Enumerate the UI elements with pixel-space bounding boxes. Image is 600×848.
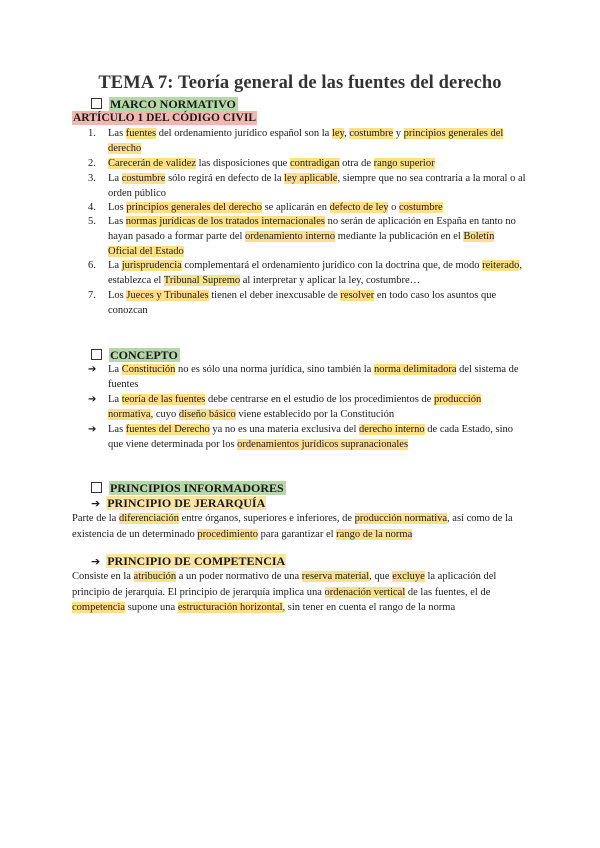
arrow-icon: ➔ [91,555,101,568]
text-run: , sin tener en cuenta el rango de la norma [282,602,456,613]
subsection-competencia [91,554,286,569]
text-run: del ordenamiento jurídico español son la [156,128,332,139]
text-run: o [388,202,399,213]
highlighted-term: norma delimitadora [373,364,457,375]
highlighted-term: defecto de ley [329,202,389,213]
item-number: 3. [88,173,96,184]
highlighted-term: fuentes [125,128,157,139]
highlighted-term: principios generales del derecho [108,128,504,154]
highlighted-term: ley [331,128,345,139]
highlighted-term: costumbre [121,173,166,184]
item-text [108,202,443,213]
section-heading: MARCO NORMATIVO [110,97,236,111]
text-run: mediante la publicación en el [335,231,464,242]
text-run: del sistema de fuentes [108,364,519,390]
highlighted-term: ley aplicable [284,173,338,184]
list-item [88,258,526,288]
highlighted-term: reiterado [482,260,520,271]
arrow-icon: ➔ [91,497,101,510]
paragraph-competencia [72,569,528,616]
article-heading: ARTÍCULO 1 DEL CÓDIGO CIVIL [73,112,256,124]
highlighted-term: Constitución [121,364,176,375]
text-run: La [108,364,122,375]
highlighted-term: diseño básico [178,409,236,420]
paragraph-text [72,513,513,540]
highlighted-term: ordenación vertical [324,586,406,598]
item-text [108,424,513,450]
text-run: la aplicación del principio de jerarquía. El principio de jerarquía implica una [72,571,497,598]
text-run: ya no es una materia exclusiva del [209,424,360,435]
list-item [88,200,526,215]
bullet-item [88,422,526,452]
item-number: 2. [88,158,96,169]
text-run: Los [108,202,127,213]
item-text [108,290,496,316]
text-run: , siempre que no sea contraria a la moral o al orden público [108,173,526,199]
item-number: 7. [88,290,96,301]
text-run: al interpretar y aplicar la ley, costumbre… [240,275,421,286]
highlighted-term: producción normativa [108,394,482,420]
highlighted-term: contradigan [289,158,340,169]
highlighted-term: excluye [392,571,425,582]
highlighted-term: derecho interno [359,424,425,435]
text-run: Las [108,216,126,227]
list-item [88,126,526,156]
text-run: Consiste en la [72,571,134,582]
highlighted-term: Tribunal Supremo [163,275,241,286]
section-principios [91,481,286,495]
item-text [108,128,503,154]
text-run: en todo caso los asuntos que conozcan [108,290,497,316]
text-run: Los [108,290,127,301]
highlighted-term: teoría de las fuentes [121,394,206,405]
text-run: las disposiciones que [196,158,290,169]
text-run: , [344,128,350,139]
item-text [108,260,522,286]
highlighted-term: Carecerán de validez [108,158,197,169]
subsection-jerarquia [91,496,266,511]
text-run: complementará el ordenamiento jurídico con la doctrina que, de modo [181,260,483,271]
highlighted-term: resolver [340,290,375,301]
list-item [88,214,526,259]
text-run: sólo regirá en defecto de la [165,173,285,184]
list-item [88,288,526,318]
arrow-bullet-icon: ➔ [88,424,97,435]
highlighted-term: principios generales del derecho [126,202,262,213]
highlighted-term: diferenciación [118,513,179,524]
item-text [108,158,435,169]
highlighted-term: jurisprudencia [121,260,182,271]
text-run: supone una [125,602,178,613]
text-run: , que [369,571,393,582]
item-number: 4. [88,202,96,213]
text-run: no serán de aplicación en España en tanto no hayan pasado a formar parte del [108,216,516,242]
highlighted-term: Boletín Oficial del Estado [108,231,495,257]
item-number: 6. [88,260,96,271]
highlighted-term: reserva material [301,571,370,582]
text-run: no es sólo una norma jurídica, sino también la [175,364,374,375]
highlighted-term: Jueces y Tribunales [126,290,209,301]
section-marco-normativo [91,97,238,111]
text-run: La [108,173,122,184]
text-run: se aplicarán en [261,202,330,213]
text-run: Parte de la [72,513,119,524]
text-run: , establezca el [108,260,523,286]
section-concepto [91,348,180,362]
highlighted-term: producción normativa [354,513,448,524]
highlighted-term: ordenamientos jurídicos supranacionales [237,439,409,450]
bullet-item [88,392,526,422]
text-run: debe centrarse en el estudio de los procedimientos de [205,394,434,405]
highlighted-term: normas jurídicas de los tratados internacionales [125,216,325,227]
highlighted-term: ordenamiento interno [245,231,336,242]
highlighted-term: procedimiento [197,528,259,540]
text-run: , cuyo [150,409,179,420]
item-number: 5. [88,216,96,227]
text-run: Las [108,424,126,435]
highlighted-term: competencia [72,602,126,613]
section-heading: PRINCIPIOS INFORMADORES [110,481,284,495]
checkbox-icon[interactable] [91,98,102,109]
subsection-heading: PRINCIPIO DE COMPETENCIA [107,554,286,568]
text-run: tienen el deber inexcusable de [208,290,341,301]
paragraph-text [72,571,496,613]
bullet-item [88,362,526,392]
highlighted-term: atribución [133,571,177,582]
subsection-heading: PRINCIPIO DE JERARQUÍA [107,496,266,510]
text-run: de cada Estado, sino que viene determinada por los [108,424,514,450]
text-run: viene establecido por la Constitución [235,409,395,420]
text-run: , así como de la existencia de un determinado [72,513,513,540]
checkbox-icon[interactable] [91,349,102,360]
list-item [88,156,526,171]
list-item [88,171,526,201]
item-text [108,173,526,199]
highlighted-term: costumbre [349,128,394,139]
highlighted-term: fuentes del Derecho [125,424,210,435]
text-run: y [393,128,404,139]
text-run: otra de [339,158,374,169]
text-run: de las fuentes, el de [405,586,491,598]
text-run: entre órganos, superiores e inferiores, de [178,513,355,524]
section-heading: CONCEPTO [110,348,178,362]
item-number: 1. [88,128,96,139]
highlighted-term: rango superior [373,158,435,169]
arrow-bullet-icon: ➔ [88,364,97,375]
item-text [108,364,519,390]
highlighted-term: costumbre [398,202,443,213]
highlighted-term: rango de la norma [336,528,413,540]
text-run: a un poder normativo de una [176,571,302,582]
text-run: para garantizar el [258,528,337,540]
arrow-bullet-icon: ➔ [88,394,97,405]
text-run: La [108,394,122,405]
highlighted-term: estructuración horizontal [177,602,283,613]
text-run: Las [108,128,126,139]
item-text [108,394,481,420]
page-title: TEMA 7: Teoría general de las fuentes del derecho [98,73,502,93]
text-run: La [108,260,122,271]
paragraph-jerarquia [72,511,528,542]
item-text [108,216,516,257]
checkbox-icon[interactable] [91,482,102,493]
